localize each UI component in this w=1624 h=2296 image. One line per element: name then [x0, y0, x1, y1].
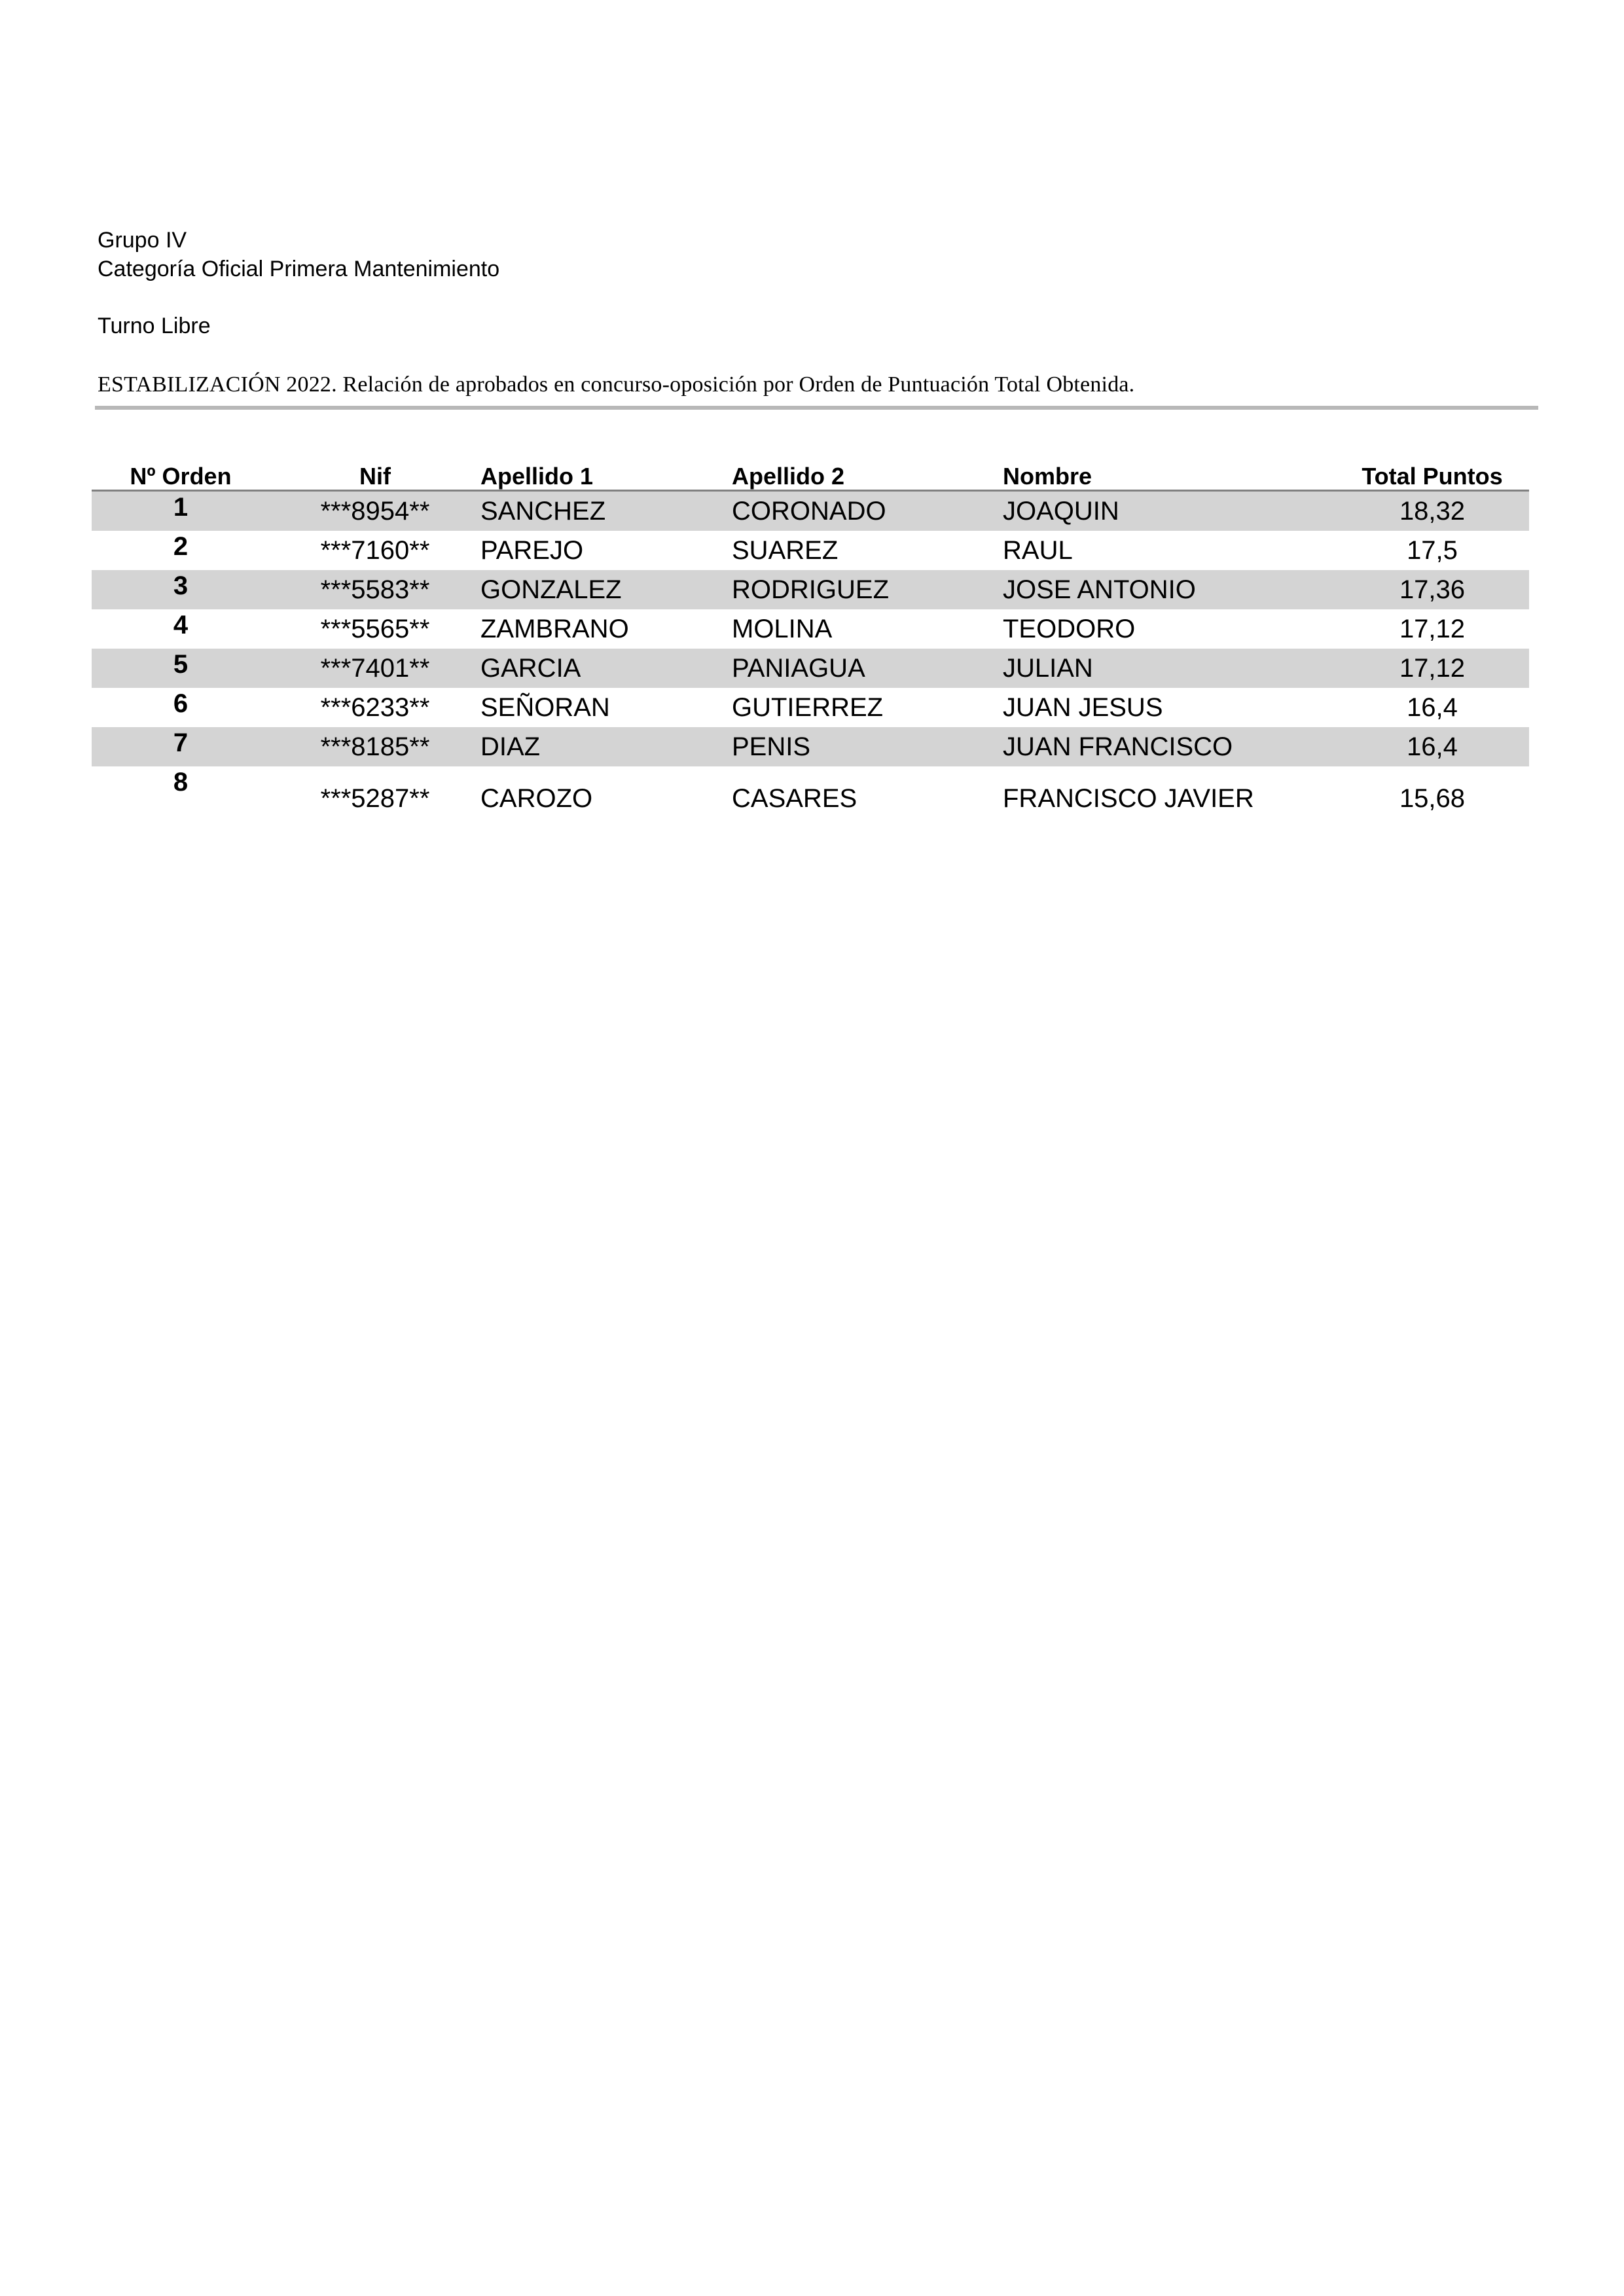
cell-orden: 3 — [92, 570, 270, 609]
shift-label: Turno Libre — [98, 314, 211, 338]
cell-total: 15,68 — [1399, 784, 1466, 813]
cell-apellido1: SEÑORAN — [480, 693, 610, 722]
cell-orden: 6 — [173, 689, 189, 718]
cell-nif: ***8954** — [270, 491, 480, 531]
cell-nombre: JOSE ANTONIO — [1003, 570, 1335, 609]
cell-total: 17,5 — [1407, 536, 1458, 565]
column-header-apellido2: Apellido 2 — [732, 463, 1003, 491]
cell-orden: 5 — [92, 649, 270, 688]
cell-nif: ***7160** — [320, 536, 430, 565]
cell-orden: 1 — [92, 491, 270, 531]
table-row — [92, 609, 1529, 649]
cell-nif: ***8185** — [270, 727, 480, 766]
cell-apellido2: CORONADO — [732, 491, 1003, 531]
cell-apellido1: DIAZ — [480, 727, 732, 766]
cell-apellido1: GARCIA — [480, 649, 732, 688]
column-header-total: Total Puntos — [1335, 463, 1529, 491]
cell-total: 16,4 — [1335, 727, 1529, 766]
cell-apellido2: GUTIERREZ — [732, 693, 884, 722]
cell-apellido2: CASARES — [732, 784, 857, 813]
cell-nombre: JUAN FRANCISCO — [1003, 727, 1335, 766]
cell-total: 18,32 — [1335, 491, 1529, 531]
table-row — [92, 727, 1529, 766]
table-header-row — [92, 463, 1529, 491]
cell-nif: ***6233** — [320, 693, 430, 722]
table-row — [92, 570, 1529, 609]
cell-nif: ***5287** — [320, 784, 430, 813]
column-header-nombre: Nombre — [1003, 463, 1335, 491]
document-title: ESTABILIZACIÓN 2022. Relación de aprobados en concurso-oposición por Orden de Puntuación Total Obtenida. — [98, 372, 1135, 397]
cell-nombre: JULIAN — [1003, 649, 1335, 688]
cell-nombre: FRANCISCO JAVIER — [1003, 784, 1254, 813]
cell-apellido2: RODRIGUEZ — [732, 570, 1003, 609]
results-table — [92, 463, 1529, 831]
cell-orden: 8 — [173, 768, 189, 797]
cell-nombre: RAUL — [1003, 536, 1073, 565]
title-divider — [95, 406, 1538, 410]
cell-nombre: JOAQUIN — [1003, 491, 1335, 531]
cell-nombre: JUAN JESUS — [1003, 693, 1163, 722]
cell-apellido1: GONZALEZ — [480, 570, 732, 609]
cell-apellido2: PENIS — [732, 727, 1003, 766]
cell-nif: ***5565** — [320, 615, 430, 643]
column-header-orden: Nº Orden — [92, 463, 270, 491]
cell-orden: 4 — [173, 611, 189, 639]
table-row — [92, 649, 1529, 688]
cell-nif: ***7401** — [270, 649, 480, 688]
column-header-nif: Nif — [270, 463, 480, 491]
table-row — [92, 766, 1529, 831]
table-row — [92, 688, 1529, 727]
cell-total: 17,36 — [1335, 570, 1529, 609]
cell-orden: 2 — [173, 532, 189, 561]
cell-total: 17,12 — [1399, 615, 1466, 643]
cell-nombre: TEODORO — [1003, 615, 1136, 643]
cell-apellido2: MOLINA — [732, 615, 833, 643]
column-header-apellido1: Apellido 1 — [480, 463, 732, 491]
cell-apellido2: PANIAGUA — [732, 649, 1003, 688]
table-row — [92, 531, 1529, 570]
cell-apellido1: SANCHEZ — [480, 491, 732, 531]
table-row — [92, 491, 1529, 531]
cell-apellido2: SUAREZ — [732, 536, 839, 565]
cell-total: 16,4 — [1407, 693, 1458, 722]
cell-apellido1: ZAMBRANO — [480, 615, 629, 643]
cell-total: 17,12 — [1335, 649, 1529, 688]
cell-orden: 7 — [92, 727, 270, 766]
cell-apellido1: PAREJO — [480, 536, 584, 565]
cell-nif: ***5583** — [270, 570, 480, 609]
cell-apellido1: CAROZO — [480, 784, 593, 813]
group-label: Grupo IV — [98, 228, 187, 253]
category-label: Categoría Oficial Primera Mantenimiento — [98, 257, 500, 281]
